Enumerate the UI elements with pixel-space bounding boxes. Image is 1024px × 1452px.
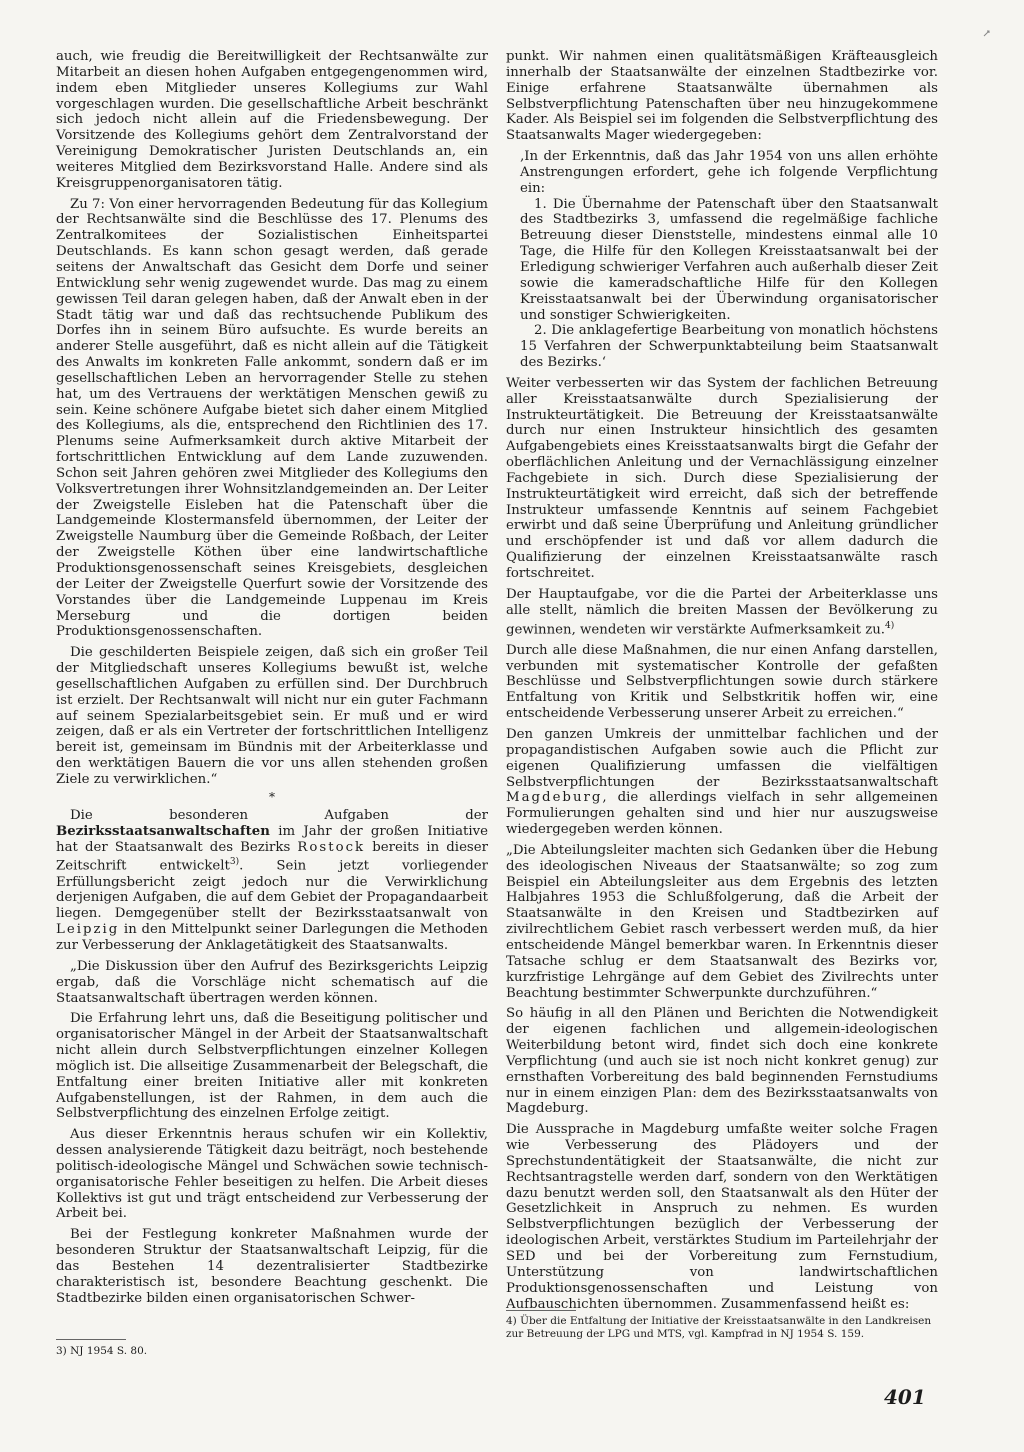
footnote-rule — [56, 1339, 126, 1340]
paragraph: Weiter verbesserten wir das System der fachlichen Betreuung aller Kreisstaatsanwälte durch Spezialisierung der Instrukteurtätigkeit. Die Betreuung der Kreisstaatsanwälte durch nur einen Instrukteur hinsichtlich des gesamten Aufgabengebiets eines Kreisstaatsanwalts birgt die Gefahr der oberflächlichen Anleitung und der Vernachlässigung einzelner Fachgebiete in sich. Durch diese Spezialisierung der Instrukteurtätigkeit wird erreicht, daß sich der betreffende Instrukteur umfassende Kenntnis auf seinem Fachgebiet erwirbt und daß seine Überprüfung und Anleitung gründlicher und erschöpfender ist und daß vor allem dadurch die Qualifizierung der einzelnen Kreisstaatsanwälte rasch fortschreitet. — [506, 375, 938, 581]
page-number: 401 — [884, 1385, 926, 1409]
spaced-place-name: Leipzig — [56, 922, 120, 938]
spaced-place-name: Rostock — [297, 839, 366, 855]
paragraph: Die Aussprache in Magdeburg umfaßte weiter solche Fragen wie Verbesserung des Plädoyers und der Sprechstundentätigkeit der Staatsanwälte, die nicht zur Rechtsantragstelle werden darf, sondern von den Werktätigen dazu benutzt werden soll, den Staatsanwalt als den Hüter der Gesetzlichkeit in Anspruch zu nehmen. Es wurden Selbstverpflichtungen bezüglich der Verbesserung der ideologischen Arbeit, verstärktes Studium im Parteilehrjahr der SED und bei der Vorbereitung zum Fernstudium, Unterstützung von landwirtschaftlichen Produktionsgenossenschaften und Leistung von Aufbauschichten übernommen. Zusammenfassend heißt es: — [506, 1122, 938, 1312]
paragraph: „Die Diskussion über den Aufruf des Bezirksgerichts Leipzig ergab, daß die Vorschläge nicht schematisch auf die Staatsanwaltschaft übertragen werden können. — [56, 958, 488, 1006]
paragraph — [506, 587, 938, 638]
paragraph: Zu 7: Von einer hervorragenden Bedeutung für das Kollegium der Rechtsanwälte sind die Beschlüsse des 17. Plenums des Zentralkomitees der Sozialistischen Einheitspartei Deutschlands. Es kann schon gesagt werden, daß gerade seitens der Anwaltschaft das Gesicht dem Dorfe und seiner Entwicklung sehr wenig zugewendet wurde. Das mag zu einem gewissen Teil daran gelegen haben, daß der Anwalt eben in der Stadt tätig war und daß das rechtsuchende Publikum des Dorfes ihn in seinem Büro aufsuchte. Es wurde bereits an anderer Stelle ausgeführt, daß es nicht allein auf die Tätigkeit des Anwalts im konkreten Falle ankommt, sondern daß er im gesellschaftlichen Leben an hervorragender Stelle zu stehen hat, um des Vertrauens der werktätigen Menschen gewiß zu sein. Keine schönere Aufgabe bietet sich daher einem Mitglied des Kollegiums, als die, entsprechend den Richtlinien des 17. Plenums seine Aufmerksamkeit durch aktive Mitarbeit der fortschrittlichen Entwicklung auf dem Lande zuzuwenden. Schon seit Jahren gehören zwei Mitglieder des Kollegiums den Volksvertretungen ihrer Wohnsitzlandgemeinden an. Der Leiter der Zweigstelle Eisleben hat die Patenschaft über die Landgemeinde Klostermansfeld übernommen, der Leiter der Zweigstelle Naumburg über die Gemeinde Roßbach, der Leiter der Zweigstelle Köthen über eine landwirtschaftliche Produktionsgenossenschaft seines Kreisgebiets, desgleichen der Leiter der Zweigstelle Querfurt sowie der Vorsitzende des Vorstandes über die Landgemeinde Luppenau im Kreis Merseburg und die dortigen beiden Produktionsgenossenschaften. — [56, 196, 488, 640]
paragraph: „Die Abteilungsleiter machten sich Gedanken über die Hebung des ideologischen Niveaus der Staatsanwälte; so zog zum Beispiel ein Abteilungsleiter aus dem Ergebnis des letzten Halbjahres 1953 die Schlußfolgerung, daß die Arbeit der Staatsanwälte in den Kreisen und Stadtbezirken auf zivilrechtlichem Gebiet rasch verbessert werden muß, da hier entscheidende Mängel bemerkbar waren. In Erkenntnis dieser Tatsache schlug er dem Staatsanwalt des Bezirks vor, kurzfristige Lehrgänge auf dem Gebiet des Zivilrechts unter Beachtung bestimmter Schwerpunkte durchzuführen.“ — [506, 842, 938, 1001]
spaced-place-name: Magdeburg — [506, 790, 603, 806]
section-separator: * — [269, 789, 275, 804]
bold-term: Bezirksstaatsanwaltschaften — [56, 823, 270, 839]
quote-paragraph: 2. Die anklagefertige Bearbeitung von monatlich höchstens 15 Verfahren der Schwerpunktabteilung beim Staatsanwalt des Bezirks.‘ — [520, 323, 938, 371]
paragraph: Aus dieser Erkenntnis heraus schufen wir ein Kollektiv, dessen analysierende Tätigkeit dazu beiträgt, noch bestehende politisch-ideologische Mängel und Schwächen sowie technisch-organisatorische Fehler beseitigen zu helfen. Die Arbeit dieses Kollektivs ist gut und trägt entscheidend zur Verbesserung der Arbeit bei. — [56, 1127, 488, 1222]
footnote-area-left — [56, 1339, 488, 1358]
paragraph: Bei der Festlegung konkreter Maßnahmen wurde der besonderen Struktur der Staatsanwaltschaft Leipzig, für die das Bestehen 14 dezentralisierter Stadtbezirke charakteristisch ist, besondere Beachtung geschenkt. Die Stadtbezirke bilden einen organisatorischen Schwer- — [56, 1227, 488, 1306]
footnote-ref: 3) — [229, 857, 240, 868]
text-run: Die besonderen Aufgaben der — [70, 807, 488, 823]
paragraph: Die Erfahrung lehrt uns, daß die Beseitigung politischer und organisatorischer Mängel in der Arbeit der Staatsanwaltschaft nicht allein durch Selbstverpflichtungen einzelner Kollegen möglich ist. Die allseitige Zusammenarbeit der Belegschaft, die Entfaltung einer breiten Initiative aller mit konkreten Aufgabenstellungen, ist der Rahmen, in dem auch die Selbstverpflichtung des einzelnen Erfolge zeitigt. — [56, 1011, 488, 1122]
text-run: im Jahr der großen Initiative hat der Staatsanwalt des Bezirks — [56, 823, 488, 855]
footnote: 4) Über die Entfaltung der Initiative der Kreisstaatsanwälte in den Landkreisen zur Betreuung der LPG und MTS, vgl. Kampfrad in NJ 1954 S. 159. — [506, 1315, 932, 1340]
paragraph: auch, wie freudig die Bereitwilligkeit der Rechtsanwälte zur Mitarbeit an diesen hohen Aufgaben entgegengenommen wird, indem eben Mitglieder unseres Kollegiums zur Wahl vorgeschlagen wurden. Die gesellschaftliche Arbeit beschränkt sich jedoch nicht allein auf die Friedensbewegung. Der Vorsitzende des Kollegiums gehört dem Zentralvorstand der Vereinigung Demokratischer Juristen Deutschlands an, ein weiteres Mitglied dem Bezirksvorstand Halle. Andere sind als Kreisgruppenorganisatoren tätig. — [56, 49, 488, 191]
paragraph: punkt. Wir nahmen einen qualitätsmäßigen Kräfteausgleich innerhalb der Staatsanwälte der einzelnen Stadtbezirke vor. Einige erfahrene Staatsanwälte übernahmen als Selbstverpflichtung Patenschaften über neu hinzugekommene Kader. Als Beispiel sei im folgenden die Selbstverpflichtung des Staatsanwalts Mager wiedergegeben: — [506, 49, 938, 144]
right-column — [506, 49, 938, 1312]
paragraph: Durch alle diese Maßnahmen, die nur einen Anfang darstellen, verbunden mit systematischer Kontrolle der gefaßten Beschlüsse und Selbstverpflichtungen sowie durch stärkere Entfaltung von Kritik und Selbstkritik hoffen wir, eine entscheidende Verbesserung unserer Arbeit zu erreichen.“ — [506, 642, 938, 722]
paragraph: Die geschilderten Beispiele zeigen, daß sich ein großer Teil der Mitgliedschaft unseres Kollegiums bewußt ist, welche gesellschaftlichen Aufgaben zu erfüllen sind. Der Durchbruch ist erzielt. Der Rechtsanwalt will nicht nur ein guter Fachmann auf seinem Spezialarbeitsgebiet sein. Er muß und er wird zeigen, daß er als ein Vertreter der fortschrittlichen Intelligenz bereit ist, gemeinsam im Bündnis mit der Arbeiterklasse und den werktätigen Bauern die vor uns allen stehenden großen Ziele zu verwirklichen.“ — [56, 645, 488, 787]
quote-paragraph: 1. Die Übernahme der Patenschaft über den Staatsanwalt des Stadtbezirks 3, umfassend die regelmäßige fachliche Betreuung dieser Dienststelle, mindestens einmal alle 10 Tage, die Hilfe für den Kollegen Kreisstaatsanwalt bei der Erledigung schwieriger Verfahren auch außerhalb dieser Zeit sowie die kameradschaftliche Hilfe für den Kollegen Kreisstaatsanwalt bei der Überwindung organisatorischer und sonstiger Schwierigkeiten. — [520, 196, 938, 323]
paragraph: So häufig in all den Plänen und Berichten die Notwendigkeit der eigenen fachlichen und allgemein-ideologischen Weiterbildung betont wird, findet sich doch eine konkrete Verpflichtung (und auch sie ist noch nicht konkret genug) zur ernsthaften Vorbereitung des bald beginnenden Fernstudiums nur in einem einzigen Plan: dem des Bezirksstaatsanwalts von Magdeburg. — [506, 1006, 938, 1117]
footnote-rule — [506, 1310, 576, 1311]
text-run: Den ganzen Umkreis der unmittelbar fachlichen und der propagandistischen Aufgaben sowie auch die Pflicht zur eigenen Qualifizierung umfassen die vielfältigen Selbstverpflichtungen der Bezirksstaatsanwaltschaft — [506, 727, 938, 790]
quote-paragraph: ‚In der Erkenntnis, daß das Jahr 1954 von uns allen erhöhte Anstrengungen erfordert, gehe ich folgende Verpflichtung ein: — [520, 149, 938, 196]
paragraph — [506, 727, 938, 838]
quoted-commitment — [506, 149, 938, 371]
footnote-area-right — [506, 1310, 938, 1340]
text-run: bereits in dieser Zeitschrift entwickelt — [56, 839, 488, 874]
text-run: in den Mittelpunkt seiner Darlegungen die Methoden zur Verbesserung der Anklagetätigkeit des Staatsanwalts. — [56, 922, 488, 953]
left-column — [56, 49, 488, 1307]
footnote: 3) NJ 1954 S. 80. — [56, 1345, 148, 1357]
text-run: , die allerdings vielfach in sehr allgemeinen Formulierungen gehalten sind und hier nur auszugsweise wiedergegeben werden können. — [506, 790, 938, 838]
text-run: . Sein jetzt vorliegender Erfüllungsbericht zeigt jedoch nur die Verwirklichung derjenigen Aufgaben, die auf dem Gebiet der Propagandaarbeit liegen. Demgegenüber stellt der Bezirksstaatsanwalt von — [56, 858, 488, 922]
footnote-ref: 4) — [885, 620, 895, 631]
paragraph — [56, 808, 488, 954]
text-run: Der Hauptaufgabe, vor die die Partei der Arbeiterklasse uns alle stellt, nämlich die breiten Massen der Bevölkerung zu gewinnen, wendeten wir verstärkte Aufmerksamkeit zu. — [506, 586, 938, 637]
corner-mark-icon — [982, 28, 992, 38]
